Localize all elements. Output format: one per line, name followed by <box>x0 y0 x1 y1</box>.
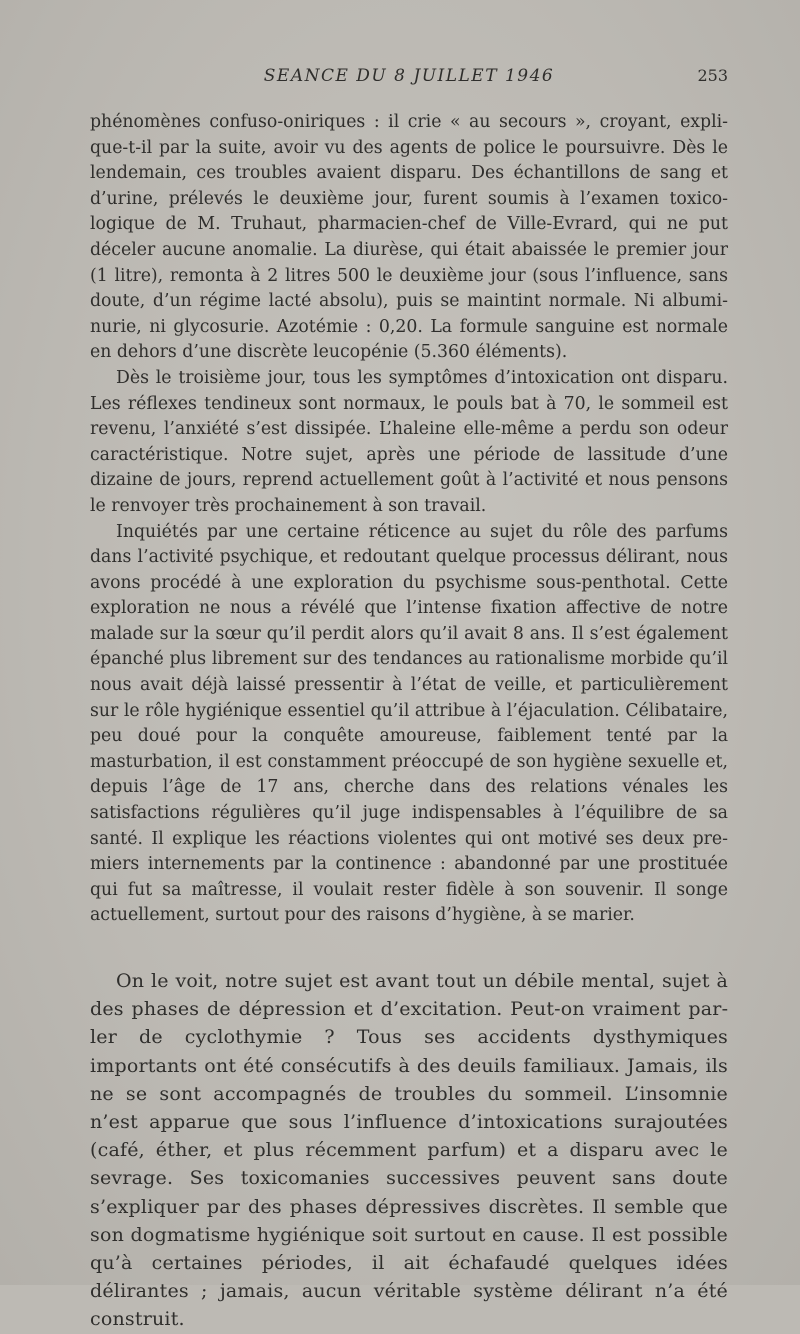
paragraph-3: Inquiétés par une certaine réticence au sujet du rôle des parfums dans l’activité psychique, et redoutant quelque processus délirant, nous avons procédé à une exploration du psychisme sous-penthotal. Cette exploration ne nous a révélé que l’intense fixation affective de notre malade sur la sœur qu’il perdit alors qu’il avait 8 ans. Il s’est également épanché plus librement sur des tendances au rationalisme morbide qu’il nous avait déjà laissé pressentir à l’état de veille, et particulièrement sur le rôle hygiénique essentiel qu’il attribue à l’éjaculation. Célibataire, peu doué pour la conquête amoureuse, faiblement tenté par la masturbation, il est constamment préoccupé de son hygiène sexuelle et, depuis l’âge de 17 ans, cherche dans des relations vénales les satisfactions régulières qu’il juge indispensables à l’équilibre de sa santé. Il explique les réactions violentes qui ont motivé ses deux premiers internements par la continence : abandonné par une prostituée qui fut sa maîtresse, il voulait rester fidèle à son souvenir. Il songe actuellement, surtout pour des raisons d’hygiène, à se marier. <box>90 521 728 926</box>
paragraph-1: phénomènes confuso-oniriques : il crie « au secours », croyant, explique-t-il par la suite, avoir vu des agents de police le poursuivre. Dès le lendemain, ces troubles avaient disparu. Des échantillons de sang et d’urine, prélevés le deuxième jour, furent soumis à l’examen toxicologique de M. Truhaut, pharmacien-chef de Ville-Evrard, qui ne put déceler aucune anomalie. La diurèse, qui était abaissée le premier jour (1 litre), remonta à 2 litres 500 le deuxième jour (sous l’influence, sans doute, d’un régime lacté absolu), puis se maintint normale. Ni albuminurie, ni glycosurie. Azotémie : 0,20. La formule sanguine est normale en dehors d’une discrète leucopénie (5.360 éléments). <box>90 112 728 363</box>
section-break <box>90 929 728 967</box>
body-text <box>90 110 728 1334</box>
page-header <box>90 66 728 96</box>
paragraph-2: Dès le troisième jour, tous les symptômes d’intoxication ont disparu. Les réflexes tendineux sont normaux, le pouls bat à 70, le sommeil est revenu, l’anxiété s’est dissipée. L’haleine elle-même a perdu son odeur caractéristique. Notre sujet, après une période de lassitude d’une dizaine de jours, reprend actuellement goût à l’activité et nous pensons le renvoyer très prochainement à son travail. <box>90 367 728 516</box>
running-head: SEANCE DU 8 JUILLET 1946 <box>263 66 555 86</box>
page-number: 253 <box>697 66 728 85</box>
paragraph-4: On le voit, notre sujet est avant tout un débile mental, sujet à des phases de dépression et d’excitation. Peut-on vraiment parler de cyclothymie ? Tous ses accidents dysthymiques importants ont été consécutifs à des deuils familiaux. Jamais, ils ne se sont accompagnés de troubles du sommeil. L’insomnie n’est apparue que sous l’influence d’intoxications surajoutées (café, éther, et plus récemment parfum) et a disparu avec le sevrage. Ses toxicomanies successives peuvent sans doute s’expliquer par des phases dépressives discrètes. Il semble que son dogmatisme hygiénique soit surtout en cause. Il est possible qu’à certaines périodes, il ait échafaudé quelques idées délirantes ; jamais, aucun véritable système délirant n’a été construit. <box>90 970 728 1331</box>
